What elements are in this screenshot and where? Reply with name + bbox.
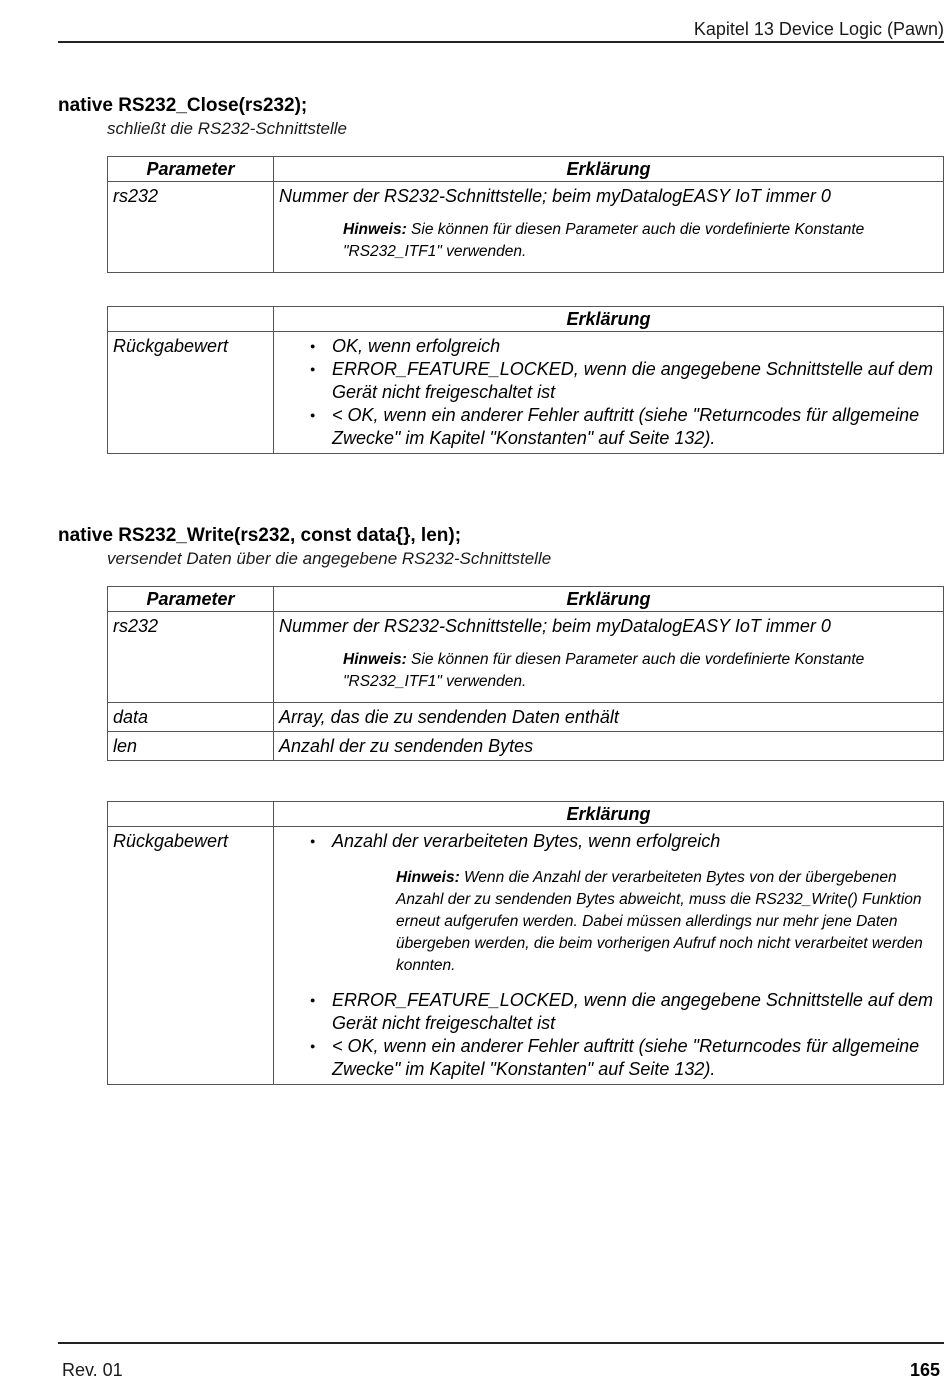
list-item: ● Anzahl der verarbeiteten Bytes, wenn erfolgreich [332,830,938,853]
list-item: ● < OK, wenn ein anderer Fehler auftritt (siehe "Returncodes für allgemeine Zwecke" im Kapitel "Konstanten" auf Seite 132). [332,404,938,450]
param-explanation: Array, das die zu sendenden Daten enthält [274,703,944,732]
table-row [108,182,944,273]
revision-label: Rev. 01 [62,1360,123,1380]
col-header-empty [108,307,274,332]
table-header-row [108,157,944,182]
list-item: ● < OK, wenn ein anderer Fehler auftritt (siehe "Returncodes für allgemeine Zwecke" im Kapitel "Konstanten" auf Seite 132). [332,1035,938,1081]
col-header-empty [108,802,274,827]
return-list [279,335,938,450]
hint-text: Wenn die Anzahl der verarbeiteten Bytes von der übergebenen Anzahl der zu sendenden Bytes abweicht, muss die RS232_Write() Funktion erneut aufgerufen werden. Dabei müssen allerdings nur mehr jene Daten übergeben werden, die beim vorherigen Aufruf noch nicht verarbeitet werden konnten. [396,869,923,974]
close-description: schließt die RS232-Schnittstelle [107,119,348,138]
hint-text: Sie können für diesen Parameter auch die vordefinierte Konstante "RS232_ITF1" verwenden. [343,221,865,260]
return-list [279,989,938,1081]
col-header-parameter: Parameter [108,587,274,612]
param-explanation [274,612,944,703]
page-number: 165 [909,1360,940,1380]
param-explanation: Anzahl der zu sendenden Bytes [274,732,944,761]
return-explanation [274,827,944,1085]
close-return-table [107,306,944,454]
return-label: Rückgabewert [108,332,274,454]
header-rule [58,41,944,43]
col-header-explanation: Erklärung [274,802,944,827]
table-row [108,332,944,454]
table-row [108,703,944,732]
param-text: Nummer der RS232-Schnittstelle; beim myDatalogEASY IoT immer 0 [279,186,831,206]
footer-rule [58,1342,944,1344]
param-name: rs232 [108,612,274,703]
hint-label: Hinweis: [343,221,407,238]
write-signature: native RS232_Write(rs232, const data{}, len); [58,525,462,546]
col-header-explanation: Erklärung [274,307,944,332]
col-header-explanation: Erklärung [274,587,944,612]
param-name: rs232 [108,182,274,273]
close-signature: native RS232_Close(rs232); [58,95,308,116]
hint-text: Sie können für diesen Parameter auch die vordefinierte Konstante "RS232_ITF1" verwenden. [343,651,865,690]
chapter-header: Kapitel 13 Device Logic (Pawn) [693,19,944,39]
write-return-table [107,801,944,1085]
list-item: ● OK, wenn erfolgreich [332,335,938,358]
list-item: ● ERROR_FEATURE_LOCKED, wenn die angegebene Schnittstelle auf dem Gerät nicht freigeschaltet ist [332,989,938,1035]
hint-note [343,649,938,693]
hint-note [396,867,938,977]
table-row [108,612,944,703]
table-row [108,827,944,1085]
return-label: Rückgabewert [108,827,274,1085]
list-item: ● ERROR_FEATURE_LOCKED, wenn die angegebene Schnittstelle auf dem Gerät nicht freigeschaltet ist [332,358,938,404]
table-header-row [108,307,944,332]
table-row [108,732,944,761]
param-explanation [274,182,944,273]
return-list [279,830,938,853]
col-header-explanation: Erklärung [274,157,944,182]
hint-label: Hinweis: [343,651,407,668]
hint-label: Hinweis: [396,869,460,886]
table-header-row [108,587,944,612]
write-description: versendet Daten über die angegebene RS232-Schnittstelle [107,549,552,568]
table-header-row [108,802,944,827]
return-explanation [274,332,944,454]
param-name: len [108,732,274,761]
hint-note [343,219,938,263]
close-params-table [107,156,944,273]
write-params-table [107,586,944,761]
param-name: data [108,703,274,732]
col-header-parameter: Parameter [108,157,274,182]
param-text: Nummer der RS232-Schnittstelle; beim myDatalogEASY IoT immer 0 [279,616,831,636]
